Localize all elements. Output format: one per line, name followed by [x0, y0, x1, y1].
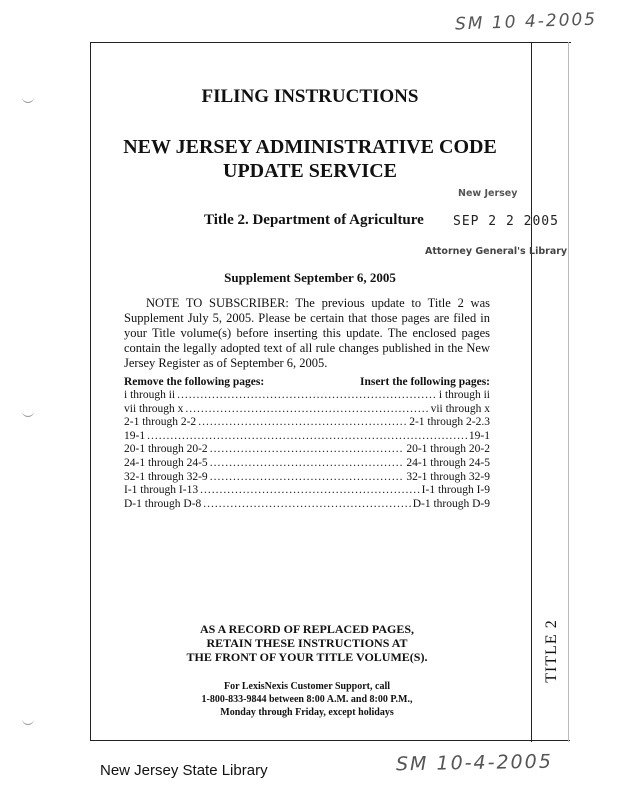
- subscriber-note: NOTE TO SUBSCRIBER: The previous update to Title 2 was Supplement July 5, 2005. Please be certain that those pages are filed in your Title volume(s) before inserting this update. The enclosed pages contain the legally adopted text of all rule changes published in the New Jersey Register as of September 6, 2005.: [124, 296, 490, 370]
- insert-pages: 2-1 through 2-2.3: [409, 416, 490, 429]
- punch-mark: [22, 718, 34, 725]
- record-line: RETAIN THESE INSTRUCTIONS AT: [206, 636, 408, 650]
- supplement-date: Supplement September 6, 2005: [224, 270, 396, 285]
- table-row: [124, 484, 490, 498]
- punch-mark: [22, 96, 34, 103]
- remove-pages: 32-1 through 32-9: [124, 470, 208, 483]
- side-tab-rule: [531, 42, 532, 742]
- dot-leader: [210, 457, 405, 471]
- remove-pages: D-1 through D-8: [124, 497, 202, 510]
- dot-leader: [198, 416, 407, 430]
- remove-pages: 19-1: [124, 429, 146, 442]
- table-rows: [124, 389, 490, 511]
- table-header: [124, 376, 490, 388]
- remove-pages: 20-1 through 20-2: [124, 443, 208, 456]
- record-line: THE FRONT OF YOUR TITLE VOLUME(S).: [186, 650, 428, 664]
- insert-pages: I-1 through I-9: [421, 484, 490, 497]
- title-line: Title 2. Department of Agriculture: [204, 212, 424, 228]
- dot-leader: [147, 430, 467, 444]
- insert-pages: 20-1 through 20-2: [406, 443, 490, 456]
- insert-pages: i through ii: [438, 389, 490, 401]
- stamp-state: New Jersey: [458, 188, 518, 199]
- support-line: 1-800-833-9844 between 8:00 A.M. and 8:00 P.M.,: [201, 694, 413, 705]
- record-line: AS A RECORD OF REPLACED PAGES,: [199, 622, 415, 636]
- support-line: For LexisNexis Customer Support, call: [223, 681, 390, 692]
- table-row: [124, 443, 490, 457]
- handwritten-note-bottom: SM 10-4-2005: [395, 750, 554, 776]
- support-line: Monday through Friday, except holidays: [220, 707, 394, 718]
- remove-pages: 24-1 through 24-5: [124, 456, 208, 469]
- handwritten-note-top: SM 10 4-2005: [454, 9, 598, 35]
- dot-leader: [185, 403, 428, 417]
- table-row: [124, 498, 490, 512]
- remove-pages: vii through x: [124, 402, 184, 415]
- filing-instructions-heading: FILING INSTRUCTIONS: [201, 86, 419, 107]
- insert-header: Insert the following pages:: [359, 376, 490, 388]
- table-row: [124, 457, 490, 471]
- table-row: [124, 471, 490, 485]
- punch-mark: [22, 410, 34, 417]
- page-replacement-table: [124, 376, 490, 511]
- insert-pages: 32-1 through 32-9: [406, 470, 490, 483]
- remove-pages: I-1 through I-13: [124, 484, 199, 497]
- table-row: [124, 389, 490, 403]
- insert-pages: 24-1 through 24-5: [406, 456, 490, 469]
- side-tab-title: [537, 616, 567, 686]
- record-instructions: [124, 622, 490, 664]
- table-row: [124, 416, 490, 430]
- dot-leader: [200, 484, 420, 498]
- insert-pages: D-1 through D-9: [412, 497, 490, 510]
- customer-support: [124, 680, 490, 719]
- side-tab-outer-rule: [568, 42, 569, 742]
- dot-leader: [203, 498, 410, 512]
- stamp-date: SEP 2 2 2005: [453, 214, 559, 229]
- side-tab-label: TITLE 2: [543, 619, 560, 683]
- table-row: [124, 403, 490, 417]
- insert-pages: 19-1: [468, 429, 490, 442]
- dot-leader: [177, 389, 437, 403]
- dot-leader: [210, 471, 405, 485]
- frame-bottom-rule: [90, 740, 570, 741]
- stamp-library: Attorney General's Library: [425, 246, 568, 257]
- code-title-line-2: UPDATE SERVICE: [223, 160, 397, 182]
- remove-pages: i through ii: [124, 389, 176, 401]
- insert-pages: vii through x: [430, 402, 490, 415]
- footer-library-name: New Jersey State Library: [100, 762, 268, 779]
- remove-pages: 2-1 through 2-2: [124, 416, 197, 429]
- remove-header: Remove the following pages:: [124, 376, 265, 388]
- code-title-line-1: NEW JERSEY ADMINISTRATIVE CODE: [123, 136, 497, 158]
- dot-leader: [210, 443, 405, 457]
- table-row: [124, 430, 490, 444]
